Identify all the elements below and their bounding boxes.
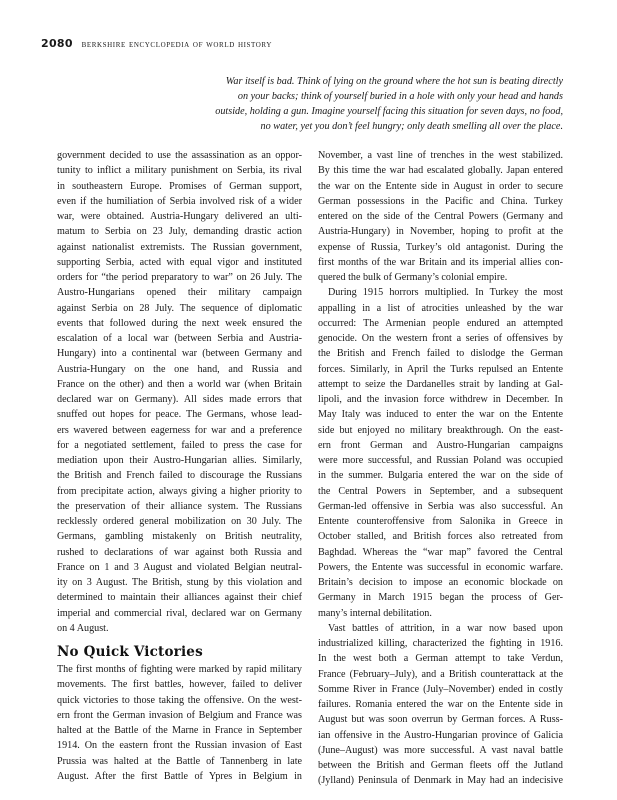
page-header — [41, 37, 581, 50]
paragraph-line: Hungary) into a continental war (between Germany and — [57, 348, 302, 360]
paragraph-line: Vast battles of attrition, in a war now based upon — [328, 622, 563, 634]
paragraph-line: France on the other) and then a world war (when Britain — [57, 378, 302, 390]
paragraph-line: government decided to use the assassination as an oppor- — [57, 150, 302, 161]
paragraph-line: forces. Similarly, in April the Turks repulsed an Entente — [318, 363, 563, 375]
paragraph-line: the British and French failed to discourage the Russians — [57, 470, 302, 482]
running-title: berkshire encyclopedia of world history — [81, 39, 272, 50]
paragraph-line: genocide. On the western front a series of offensives by — [318, 333, 563, 344]
paragraph-line: November, a vast line of trenches in the west stabilized. — [318, 150, 563, 161]
paragraph-line: on 4 August. — [57, 622, 109, 634]
paragraph-line: escalation of a local war (between Serbia and Austria- — [57, 333, 302, 344]
paragraph-line: France on 1 and 3 August and violated Belgian neutral- — [57, 561, 302, 573]
paragraph-line: By this time the war had escalated globally. Japan entered — [318, 165, 563, 177]
section-heading: No Quick Victories — [57, 644, 203, 660]
paragraph-line: Somme River in France (July–November) ended in costly — [318, 683, 563, 695]
paragraph-line: the British and French failed to dislodge the German — [318, 348, 563, 360]
paragraph-line: August. After the first Battle of Ypres in Belgium in — [57, 770, 302, 782]
paragraph-line: against nationalist extremists. The Russian government, — [57, 241, 302, 253]
paragraph-line: Entente counteroffensive from Salonika in Greece in — [318, 516, 563, 527]
paragraph-line: August but was soon overrun by German forces. A Russ- — [318, 714, 563, 726]
paragraph-line: Germans, gambling mistakenly on British neutrality, — [57, 531, 302, 543]
paragraph-line: matum to Serbia on 23 July, demanding drastic action — [57, 226, 302, 238]
paragraph-line: German-led offensive in Serbia was also successful. An — [318, 500, 563, 512]
paragraph-line: the Central Powers in September, and a subsequent — [318, 485, 563, 497]
paragraph-line: ity on 3 August. The British, stung by this violation and — [57, 577, 302, 588]
paragraph-line: against Serbia on 28 July. The sequence of diplomatic — [57, 302, 302, 314]
paragraph-line: quered the bulk of Germany’s colonial empire. — [318, 272, 508, 283]
paragraph-line: the war on the Entente side in August in order to secure — [318, 180, 563, 192]
paragraph-line: Britain’s decision to impose an economic blockade on — [318, 577, 563, 588]
paragraph-line: declared war on Germany). All sides made errors that — [57, 394, 302, 405]
paragraph-line: lipoli, and the invasion force withdrew in December. In — [318, 394, 563, 405]
paragraph-line: Austria-Hungary on the one hand, and Russia and — [57, 363, 302, 375]
paragraph-line: supporting Serbia, acted with equal vigor and instituted — [57, 256, 302, 268]
paragraph-line: 1914. On the eastern front the Russian invasion of East — [57, 740, 302, 752]
paragraph-line: between the British and German fleets off the Jutland — [318, 760, 563, 771]
paragraph-line: the preservation of their alliance system. The Russians — [57, 500, 302, 512]
paragraph-line: first months of the war Britain and its imperial allies con- — [318, 256, 563, 268]
paragraph-line: During 1915 horrors multiplied. In Turkey the most — [328, 287, 563, 299]
paragraph-line: ern front the German invasion of Belgium and France was — [57, 709, 302, 721]
quote-line: War itself is bad. Think of lying on the ground where the hot sun is beating directly — [225, 76, 563, 87]
paragraph-line: quick victories to those taking the offensive. On the west- — [57, 694, 302, 706]
paragraph-line: from precipitate action, always giving a higher priority to — [57, 485, 302, 497]
paragraph-line: were more successful, and Russian Poland was occupied — [318, 455, 563, 466]
paragraph-line: movements. The first battles, however, failed to deliver — [57, 679, 302, 691]
paragraph-line: In the west both a German attempt to take Verdun, — [318, 653, 563, 665]
paragraph-line: war, were obtained. Austria-Hungary delivered an ulti- — [57, 211, 302, 222]
quote-line: no water, yet you don’t feel hungry; only death smelling all over the place. — [260, 121, 563, 132]
paragraph-line: Baghdad. Whereas the “war map” favored the Central — [318, 546, 563, 558]
paragraph-line: October stalled, and British forces also retreated from — [318, 531, 563, 543]
paragraph-line: events that followed during the next week ensured the — [57, 317, 302, 329]
epigraph-quote — [150, 74, 563, 134]
paragraph-line: Germany in March 1915 began the process of Ger- — [318, 592, 563, 604]
paragraph-line: occurred: The Armenian people endured an attempted — [318, 317, 563, 329]
paragraph-line: entered on the side of the Central Powers (Germany and — [318, 211, 563, 222]
paragraph-line: even if the humiliation of Serbia involved risk of a wider — [57, 195, 302, 207]
paragraph-line: expense of Russia, Turkey’s old antagonist. During the — [318, 241, 563, 253]
paragraph-line: determined to maintain their alliances against their chief — [57, 592, 302, 604]
paragraph-line: German possessions in the Pacific and China. Turkey — [318, 195, 563, 207]
paragraph-line: side but enjoyed no military breakthrough. On the east- — [318, 424, 563, 436]
paragraph-line: in southeastern Europe. Promises of German support, — [57, 180, 302, 192]
paragraph-line: recklessly ordered general mobilization on 30 July. The — [57, 516, 302, 527]
paragraph-line: (Jylland) Peninsula of Denmark in May had an indecisive — [318, 775, 563, 787]
paragraph-line: for a negotiated settlement, failed to press the case for — [57, 439, 302, 451]
paragraph-line: Prussia was halted at the Battle of Tannenberg in late — [57, 755, 302, 767]
paragraph-line: ers wavered between eagerness for war and a preference — [57, 424, 302, 436]
paragraph-line: rushed to declarations of war against both Russia and — [57, 546, 302, 558]
paragraph-line: The first months of fighting were marked by rapid military — [57, 664, 302, 675]
paragraph-line: industrialized killing, characterized the fighting in 1916. — [318, 638, 563, 649]
paragraph-line: mediation upon their Austro-Hungarian allies. Similarly, — [57, 455, 302, 466]
paragraph-line: (June–August) was more successful. A vast naval battle — [318, 744, 563, 756]
page-number: 2080 — [41, 37, 73, 50]
paragraph-line: May Italy was induced to enter the war on the Entente — [318, 409, 563, 421]
quote-line: on your backs; think of yourself buried in a hole with only your head and hands — [237, 91, 563, 102]
left-column — [57, 148, 302, 784]
right-column — [318, 148, 563, 789]
paragraph-line: many’s internal debilitation. — [318, 607, 432, 619]
quote-line: outside, holding a gun. Imagine yourself facing this situation for seven days, no food, — [215, 106, 563, 117]
paragraph-line: Austria-Hungary) in November, hoping to profit at the — [318, 226, 563, 238]
section-gap — [57, 636, 302, 643]
paragraph-line: snuffed out hopes for peace. The Germans, whose lead- — [57, 409, 302, 421]
paragraph-line: orders for “the period preparatory to war” on 26 July. The — [57, 272, 302, 283]
paragraph-line: Austro-Hungarians opened their military campaign — [57, 287, 302, 299]
paragraph-line: tunity to inflict a military punishment on Serbia, its rival — [57, 165, 302, 177]
paragraph-line: attempt to seize the Dardanelles strait by landing at Gal- — [318, 378, 563, 390]
paragraph-line: appalling in a list of atrocities unleashed by the war — [318, 302, 563, 314]
paragraph-line: halted at the Battle of the Marne in France in September — [57, 725, 302, 736]
paragraph-line: Powers, the Entente was successful in economic warfare. — [318, 561, 563, 573]
paragraph-line: ian offensive in the Austro-Hungarian province of Galicia — [318, 729, 563, 741]
paragraph-line: ern front German and Austro-Hungarian campaigns — [318, 439, 563, 451]
paragraph-line: failures. Romania entered the war on the Entente side in — [318, 699, 563, 710]
paragraph-line: imperial and commercial rival, declared war on Germany — [57, 607, 302, 619]
paragraph-line: in the summer. Bulgaria entered the war on the side of — [318, 470, 563, 482]
paragraph-line: France (February–July), and a British counterattack at the — [318, 668, 563, 680]
